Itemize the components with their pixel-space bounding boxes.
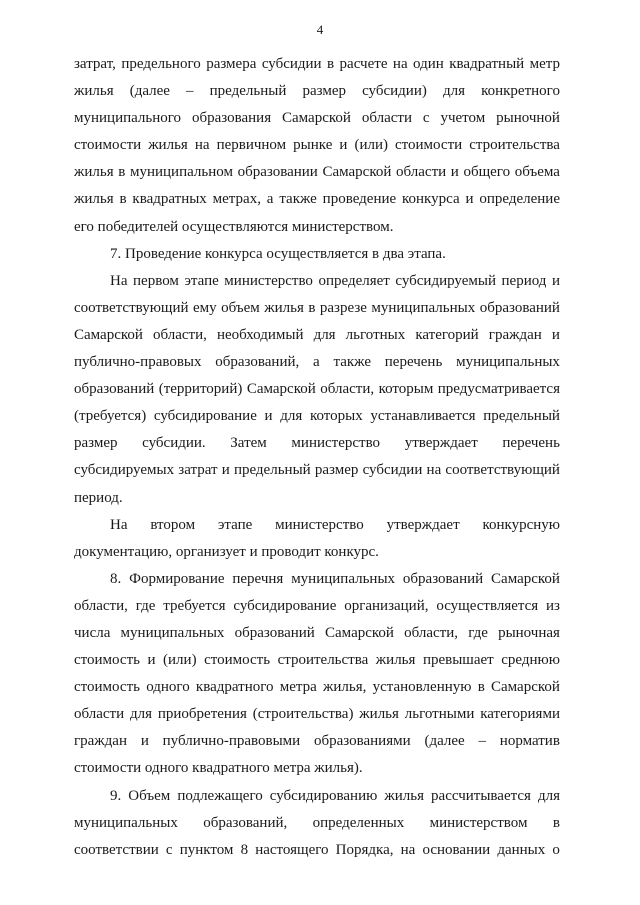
text-line: стоимость и (или) стоимость строительства жилья превышает среднюю — [74, 652, 560, 669]
text-line: области, где требуется субсидирование организаций, осуществляется из — [74, 597, 560, 614]
text-line: документацию, организует и проводит конкурс. — [74, 543, 379, 560]
text-line: Самарской области, необходимый для льготных категорий граждан и — [74, 326, 560, 343]
paragraph-7-heading-line: 7. Проведение конкурса осуществляется в два этапа. — [110, 245, 446, 262]
text-line: жилья в муниципальном образовании Самарской области и общего объема — [74, 164, 560, 181]
text-line: стоимость одного квадратного метра жилья, установленную в Самарской — [74, 679, 560, 696]
text-line: публично-правовых образований, а также перечень муниципальных — [74, 354, 560, 371]
text-line: размер субсидии. Затем министерство утверждает перечень — [74, 435, 560, 452]
text-line: (требуется) субсидирование и для которых устанавливается предельный — [74, 408, 560, 425]
text-line: период. — [74, 489, 123, 506]
text-line: области для приобретения (строительства) жилья льготными категориями — [74, 706, 560, 723]
text-line: образований (территорий) Самарской области, которым предусматривается — [74, 381, 560, 398]
text-line: стоимости одного квадратного метра жилья). — [74, 760, 363, 777]
text-line: На втором этапе министерство утверждает конкурсную — [110, 516, 560, 533]
text-line: затрат, предельного размера субсидии в расчете на один квадратный метр — [74, 56, 560, 72]
text-line: граждан и публично-правовыми образованиями (далее – норматив — [74, 733, 560, 750]
text-line: На первом этапе министерство определяет субсидируемый период и — [110, 272, 560, 289]
page-number: 4 — [316, 22, 324, 37]
text-line: жилья (далее – предельный размер субсидии) для конкретного — [74, 83, 560, 100]
paragraph-8-first-line: 8. Формирование перечня муниципальных образований Самарской — [110, 570, 560, 587]
text-line: жилья в квадратных метрах, а также проведение конкурса и определение — [74, 191, 560, 208]
text-line: стоимости жилья на первичном рынке и (или) стоимости строительства — [74, 137, 560, 154]
text-line: числа муниципальных образований Самарской области, где рыночная — [74, 624, 560, 641]
text-line: соответствующий ему объем жилья в разрезе муниципальных образований — [74, 299, 560, 316]
text-line: муниципального образования Самарской области с учетом рыночной — [74, 110, 560, 127]
paragraph-9-first-line: 9. Объем подлежащего субсидированию жилья рассчитывается для — [110, 787, 560, 804]
document-body — [74, 51, 560, 864]
text-line: муниципальных образований, определенных министерством в — [74, 814, 560, 831]
text-line: соответствии с пунктом 8 настоящего Порядка, на основании данных о — [74, 841, 560, 858]
text-line: субсидируемых затрат и предельный размер субсидии на соответствующий — [74, 462, 560, 479]
text-line: его победителей осуществляются министерством. — [74, 218, 394, 235]
